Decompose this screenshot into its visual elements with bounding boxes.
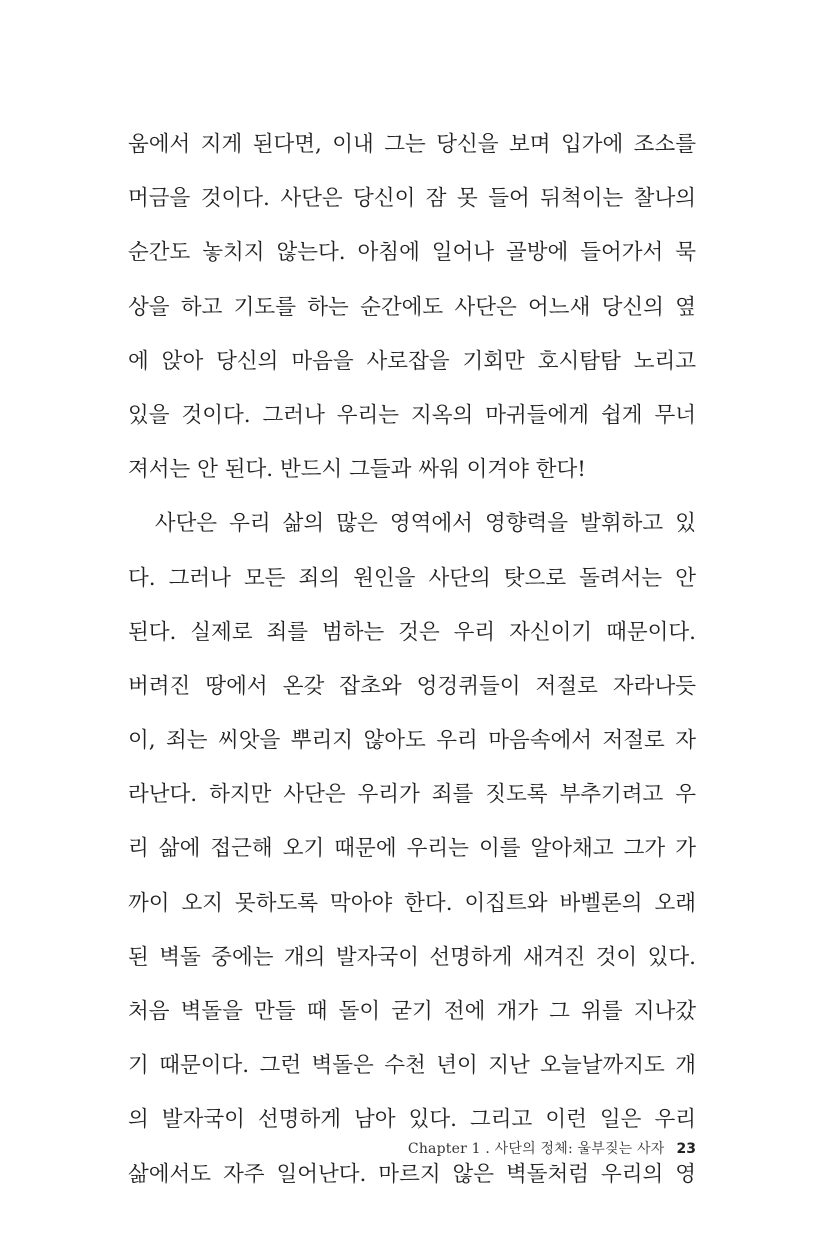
text-line: 기 때문이다. 그런 벽돌은 수천 년이 지난 오늘날까지도 개: [128, 1053, 696, 1079]
text-line: 이, 죄는 씨앗을 뿌리지 않아도 우리 마음속에서 저절로 자: [128, 728, 696, 754]
text-line: 움에서 지게 된다면, 이내 그는 당신을 보며 입가에 조소를: [128, 132, 696, 157]
text-line: 다. 그러나 모든 죄의 원인을 사단의 탓으로 돌려서는 안: [128, 565, 696, 591]
text-line: 에 앉아 당신의 마음을 사로잡을 기회만 호시탐탐 노리고: [128, 348, 696, 374]
chapter-title: Chapter 1 . 사단의 정체: 울부짖는 사자: [407, 1141, 665, 1157]
text-line: 상을 하고 기도를 하는 순간에도 사단은 어느새 당신의 옆: [128, 294, 696, 320]
text-line: 처음 벽돌을 만들 때 돌이 굳기 전에 개가 그 위를 지나갔: [128, 999, 696, 1024]
text-line: 삶에서도 자주 일어난다. 마르지 않은 벽돌처럼 우리의 영: [128, 1161, 696, 1187]
body-text: [128, 118, 696, 1202]
text-line: 사단은 우리 삶의 많은 영역에서 영향력을 발휘하고 있: [128, 511, 696, 537]
text-line: 라난다. 하지만 사단은 우리가 죄를 짓도록 부추기려고 우: [128, 782, 696, 808]
page-number: 23: [676, 1141, 696, 1157]
text-line: 머금을 것이다. 사단은 당신이 잠 못 들어 뒤척이는 찰나의: [128, 186, 696, 212]
text-line: 버려진 땅에서 온갖 잡초와 엉겅퀴들이 저절로 자라나듯: [128, 673, 696, 699]
text-line: 순간도 놓치지 않는다. 아침에 일어나 골방에 들어가서 묵: [128, 240, 696, 266]
page-footer: [408, 1138, 696, 1158]
text-line: 져서는 안 된다. 반드시 그들과 싸워 이겨야 한다!: [128, 457, 586, 483]
text-line: 된다. 실제로 죄를 범하는 것은 우리 자신이기 때문이다.: [128, 619, 696, 645]
text-line: 리 삶에 접근해 오기 때문에 우리는 이를 알아채고 그가 가: [128, 836, 696, 862]
text-line: 의 발자국이 선명하게 남아 있다. 그리고 이런 일은 우리: [128, 1107, 696, 1133]
text-line: 까이 오지 못하도록 막아야 한다. 이집트와 바벨론의 오래: [128, 890, 696, 916]
text-line: 된 벽돌 중에는 개의 발자국이 선명하게 새겨진 것이 있다.: [128, 944, 696, 970]
text-line: 있을 것이다. 그러나 우리는 지옥의 마귀들에게 쉽게 무너: [128, 402, 696, 428]
